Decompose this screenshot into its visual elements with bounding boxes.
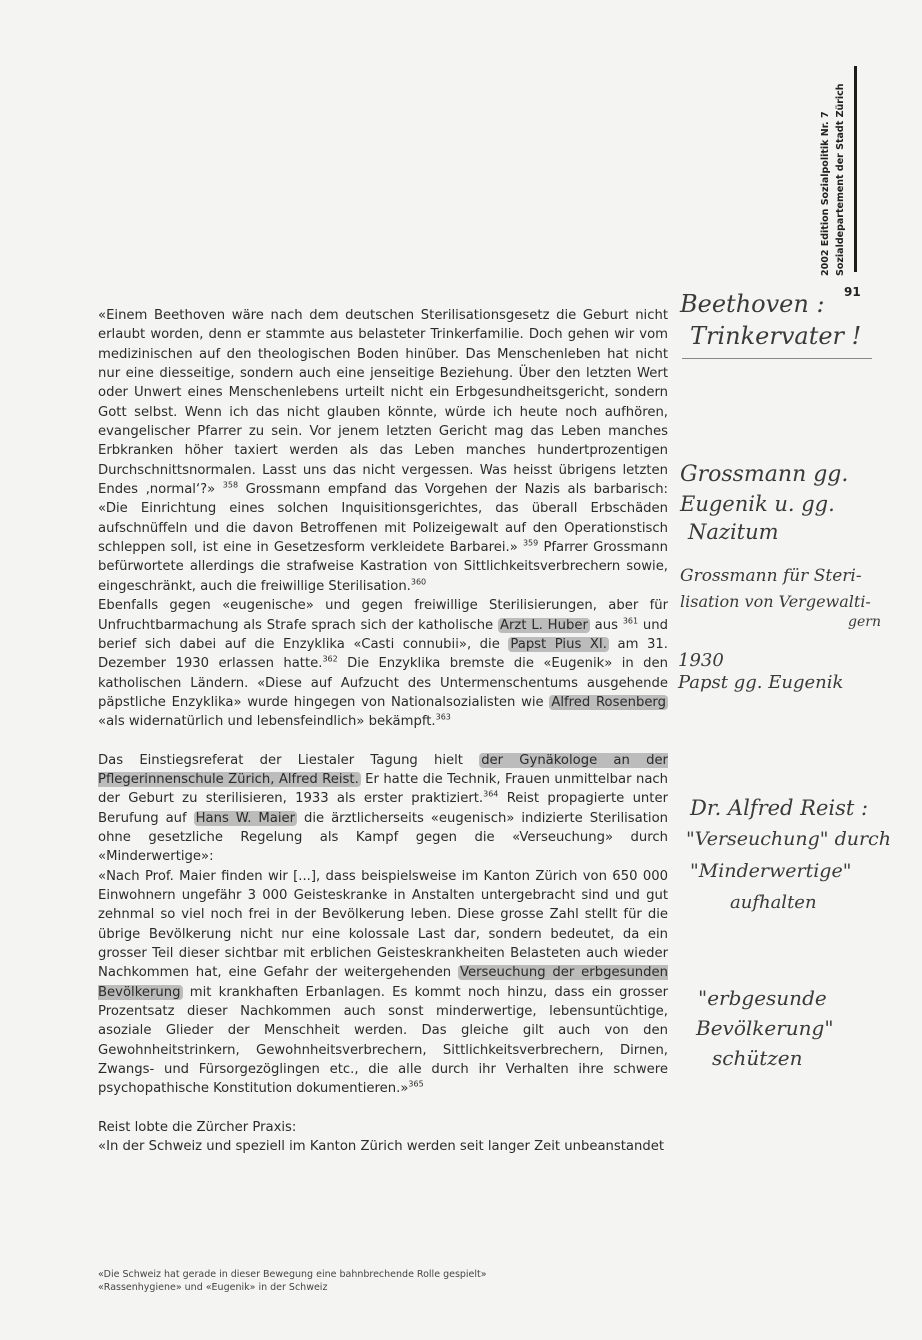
footnote-ref: 358 [222, 480, 239, 490]
edition-line-1: 2002 Edition Sozialpolitik Nr. 7 [820, 111, 831, 276]
highlighted-text: Arzt L. Huber [499, 617, 588, 633]
text-run: Das Einstiegsreferat der Liestaler Tagung hielt [98, 752, 480, 768]
highlighted-text: Verseuchung der erbgesunden Bevölkerung [98, 965, 668, 1000]
handwritten-note-verseuchung: "Verseuchung" durch [686, 828, 891, 850]
text-run: aus [589, 617, 623, 633]
text-run: Die Enzyklika bremste die «Eugenik» in den katholischen Ländern. «Diese auf Aufzucht des Untermenschentums ausgehende päpstliche Enzyklika» wurde hingegen von Nationalsozialisten wie [98, 656, 668, 710]
footer-line-2: «Rassenhygiene» und «Eugenik» in der Schweiz [98, 1282, 328, 1293]
paragraph-maier-quote [98, 867, 668, 1099]
highlighted-text: der Gynäkologe an der Pflegerinnenschule Zürich, Alfred Reist. [98, 752, 668, 787]
main-text [98, 306, 668, 1156]
handwritten-note-beethoven: Beethoven : [680, 290, 825, 318]
handwritten-note-bevoelkerung: Bevölkerung" [696, 1016, 834, 1040]
footnote-ref: 363 [435, 712, 451, 722]
text-run: mit krankhaften Erbanlagen. Es kommt noch hinzu, dass ein grosser Prozentsatz dieser Nachkommen auch sonst minderwertige, lebensuntüchtige, asoziale Glieder der Menschheit werden. Das gleiche gilt auch von den Gewohnheitstrinkern, Gewohnheitsverbrechern, Sittlichkeitsverbrechern, Dirnen, Zwangs- und Fürsorgezöglingen etc., die alle durch ihr Verhalten ihre schwere psychopathische Konstitution dokumentieren.» [98, 984, 668, 1097]
footnote-ref: 364 [483, 789, 499, 799]
note-underline-1 [682, 358, 872, 359]
footnote-ref: 360 [410, 577, 427, 587]
text-run: «als widernatürlich und lebensfeindlich» bekämpft. [98, 714, 436, 730]
highlighted-text: Papst Pius XI. [510, 636, 607, 652]
paragraph-switzerland: «In der Schweiz und speziell im Kanton Zürich werden seit langer Zeit unbeanstandet [98, 1139, 665, 1155]
paragraph-catholic [98, 596, 668, 731]
text-run: und berief sich dabei auf die Enzyklika «Casti connubii», die [98, 617, 668, 652]
edition-sidebar [818, 66, 854, 276]
handwritten-note-eugenik: Eugenik u. gg. [680, 492, 835, 516]
highlighted-text: Alfred Rosenberg [551, 694, 666, 710]
footnote-ref: 362 [322, 654, 338, 664]
handwritten-note-1930: 1930 [678, 650, 724, 671]
footnote-ref: 365 [408, 1080, 424, 1090]
page-number: 91 [844, 285, 861, 299]
edition-line-2: Sozialdepartement der Stadt Zürich [835, 83, 846, 276]
handwritten-note-papst: Papst gg. Eugenik [678, 672, 844, 693]
handwritten-note-vergewaltigern: lisation von Vergewalti- [680, 592, 871, 611]
handwritten-note-minderwertige: "Minderwertige" [690, 860, 852, 882]
handwritten-note-reist: Dr. Alfred Reist : [690, 796, 869, 820]
text-run: Er hatte die Technik, Frauen unmittelbar nach der Geburt zu sterilisieren, 1933 als erster praktiziert. [98, 771, 669, 807]
handwritten-note-gern: gern [848, 614, 881, 630]
text-run: die ärztlicherseits «eugenisch» indizierte Sterilisation ohne gesetzliche Regelung als Kampf gegen die «Verseuchung» durch «Minderwertige»: [98, 810, 668, 865]
footnote-ref: 361 [622, 616, 639, 626]
handwritten-note-schuetzen: schützen [712, 1046, 803, 1070]
footnote-ref: 359 [522, 538, 539, 548]
handwritten-note-grossmann: Grossmann gg. [680, 462, 849, 487]
edition-label [818, 66, 854, 276]
handwritten-note-erbgesunde: "erbgesunde [698, 986, 827, 1010]
paragraph-reist [98, 751, 668, 867]
text-run: «Einem Beethoven wäre nach dem deutschen Sterilisationsgesetz die Geburt nicht erlaubt worden, denn er stammte aus belasteter Trinkerfamilie. Doch gehen wir vom medizinischen auf den theologischen Boden hinüber. Das Menschenleben hat nicht nur eine diesseitige, sondern auch eine jenseitige Beziehung. Über den letzten Wert oder Unwert eines Menschenlebens urteilt nicht ein Erbgesundheitsgericht, sondern Gott selbst. Wenn ich das nicht glauben könnte, würde ich heute noch aufhören, evangelischer Pfarrer zu sein. Vor jenem letzten Gericht mag das Leben manches Erbkranken höher taxiert werden als das Leben manches hundertprozentigen Durchschnittsnormalen. Lasst uns das nicht vergessen. Was heisst übrigens letzten Endes ‚normal‘?» [98, 308, 668, 498]
handwritten-note-nazitum: Nazitum [688, 520, 779, 544]
text-run: «Nach Prof. Maier finden wir [...], dass beispielsweise im Kanton Zürich von 650 000 Einwohnern ungefähr 3 000 Geisteskranke in Anstalten untergebracht sind und gut zehnmal so viel noch frei in der Bevölkerung leben. Diese grosse Zahl stellt für die übrige Bevölkerung nicht nur eine kolossale Last dar, sondern bedeutet, da ein grosser Teil dieser sichtbar mit erblichen Geisteskrankheiten Belasteten auch wieder Nachkommen hat, eine Gefahr der weitergehenden [98, 868, 668, 981]
handwritten-note-trinkervater: Trinkervater ! [690, 322, 862, 350]
sidebar-rule [854, 66, 857, 272]
footer-line-1: «Die Schweiz hat gerade in dieser Bewegung eine bahnbrechende Rolle gespielt» [98, 1269, 487, 1280]
text-run: am 31. Dezember 1930 erlassen hatte. [98, 636, 668, 672]
paragraph-reist-praise: Reist lobte die Zürcher Praxis: [98, 1119, 297, 1135]
highlighted-text: Hans W. Maier [195, 810, 296, 826]
handwritten-note-sterilisation: Grossmann für Steri- [680, 566, 862, 586]
text-run: Ebenfalls gegen «eugenische» und gegen freiwillige Sterilisierungen, aber für Unfruchtbarmachung als Strafe sprach sich der katholische [98, 598, 668, 633]
text-run: Reist propagierte unter Berufung auf [98, 791, 668, 826]
paragraph-beethoven [98, 306, 668, 596]
handwritten-note-aufhalten: aufhalten [730, 892, 817, 913]
page-footer [98, 1268, 598, 1294]
text-run: Pfarrer Grossmann befürwortete allerdings die strafweise Kastration von Sittlichkeitsverbrechern sowie, eingeschränkt, auch die freiwillige Sterilisation. [98, 540, 668, 594]
text-run: Grossmann empfand das Vorgehen der Nazis als barbarisch: «Die Einrichtung eines solchen Inquisitionsgerichtes, das überall Erbschäden aufschnüffeln und die davon Betroffenen mit Polizeigewalt auf den Operationstisch schleppen soll, ist eine in Gesetzesform verkleidete Barbarei.» [98, 482, 668, 556]
